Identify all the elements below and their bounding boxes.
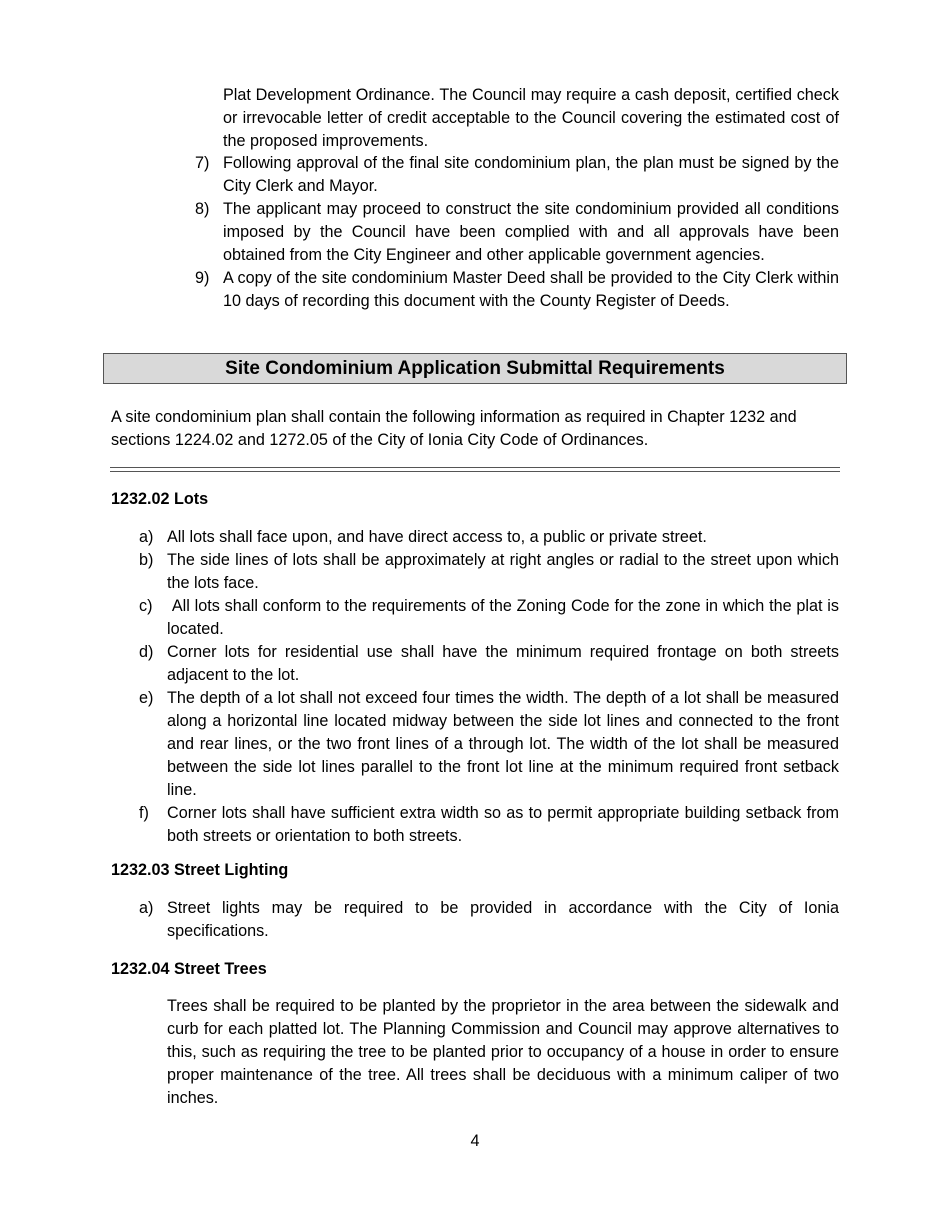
list-item bbox=[0, 595, 844, 641]
list-marker: f) bbox=[139, 804, 149, 822]
lots-heading: 1232.02 Lots bbox=[111, 490, 209, 508]
list-marker: 7) bbox=[195, 154, 210, 172]
lots-list bbox=[0, 526, 950, 848]
page-number: 4 bbox=[470, 1132, 480, 1150]
list-item bbox=[0, 549, 839, 595]
lighting-list bbox=[0, 897, 950, 943]
list-item-text: The depth of a lot shall not exceed four times the width. The depth of a lot shall be measured along a horizontal line located midway between the side lot lines and connected to the front and rear lines, or the two front lines of a through lot. The width of the lot shall be measured between the side lot lines parallel to the front lot line at the minimum required front setback line. bbox=[167, 689, 839, 799]
list-item bbox=[0, 267, 839, 313]
trees-heading: 1232.04 Street Trees bbox=[111, 960, 267, 978]
list-item-text: Street lights may be required to be provided in accordance with the City of Ionia specifications. bbox=[167, 899, 839, 940]
list-item-text: The side lines of lots shall be approximately at right angles or radial to the street upon which the lots face. bbox=[167, 551, 839, 592]
continuation-paragraph: Plat Development Ordinance. The Council may require a cash deposit, certified check or irrevocable letter of credit acceptable to the Council covering the estimated cost of the proposed improvements. bbox=[223, 86, 839, 150]
list-marker: 9) bbox=[195, 269, 210, 287]
list-item bbox=[0, 897, 839, 943]
list-marker: a) bbox=[139, 528, 154, 546]
intro-paragraph: A site condominium plan shall contain the following information as required in Chapter 1232 and sections 1224.02 and 1272.05 of the City of Ionia City Code of Ordinances. bbox=[111, 408, 797, 449]
list-marker: 8) bbox=[195, 200, 210, 218]
section-banner: Site Condominium Application Submittal Requirements bbox=[103, 353, 847, 384]
list-marker: e) bbox=[139, 689, 154, 707]
list-item bbox=[0, 802, 839, 848]
list-item bbox=[0, 526, 839, 549]
list-marker: d) bbox=[139, 643, 154, 661]
numbered-list bbox=[0, 152, 950, 313]
list-item bbox=[0, 152, 839, 198]
list-item-text: Following approval of the final site condominium plan, the plan must be signed by the City Clerk and Mayor. bbox=[223, 154, 839, 195]
list-item-text: Corner lots for residential use shall have the minimum required frontage on both streets adjacent to the lot. bbox=[167, 643, 839, 684]
list-item-text: The applicant may proceed to construct the site condominium provided all conditions imposed by the Council have been complied with and all approvals have been obtained from the City Engineer and other applicable government agencies. bbox=[223, 200, 839, 264]
trees-paragraph: Trees shall be required to be planted by the proprietor in the area between the sidewalk and curb for each platted lot. The Planning Commission and Council may approve alternatives to this, such as requiring the tree to be planted prior to occupancy of a house in order to ensure proper maintenance of the tree. All trees shall be deciduous with a minimum caliper of two inches. bbox=[167, 997, 839, 1107]
list-marker: a) bbox=[139, 899, 154, 917]
list-item-text: A copy of the site condominium Master Deed shall be provided to the City Clerk within 10 days of recording this document with the County Register of Deeds. bbox=[223, 269, 839, 310]
list-item-text: All lots shall face upon, and have direct access to, a public or private street. bbox=[167, 528, 707, 546]
double-divider bbox=[110, 467, 840, 472]
list-item bbox=[0, 641, 839, 687]
list-item-text: All lots shall conform to the requirements of the Zoning Code for the zone in which the plat is located. bbox=[167, 597, 844, 638]
list-marker: b) bbox=[139, 551, 154, 569]
lighting-heading: 1232.03 Street Lighting bbox=[111, 861, 289, 879]
list-item-text: Corner lots shall have sufficient extra width so as to permit appropriate building setback from both streets or orientation to both streets. bbox=[167, 804, 839, 845]
list-item bbox=[0, 687, 839, 802]
list-marker: c) bbox=[139, 597, 153, 615]
list-item bbox=[0, 198, 839, 267]
